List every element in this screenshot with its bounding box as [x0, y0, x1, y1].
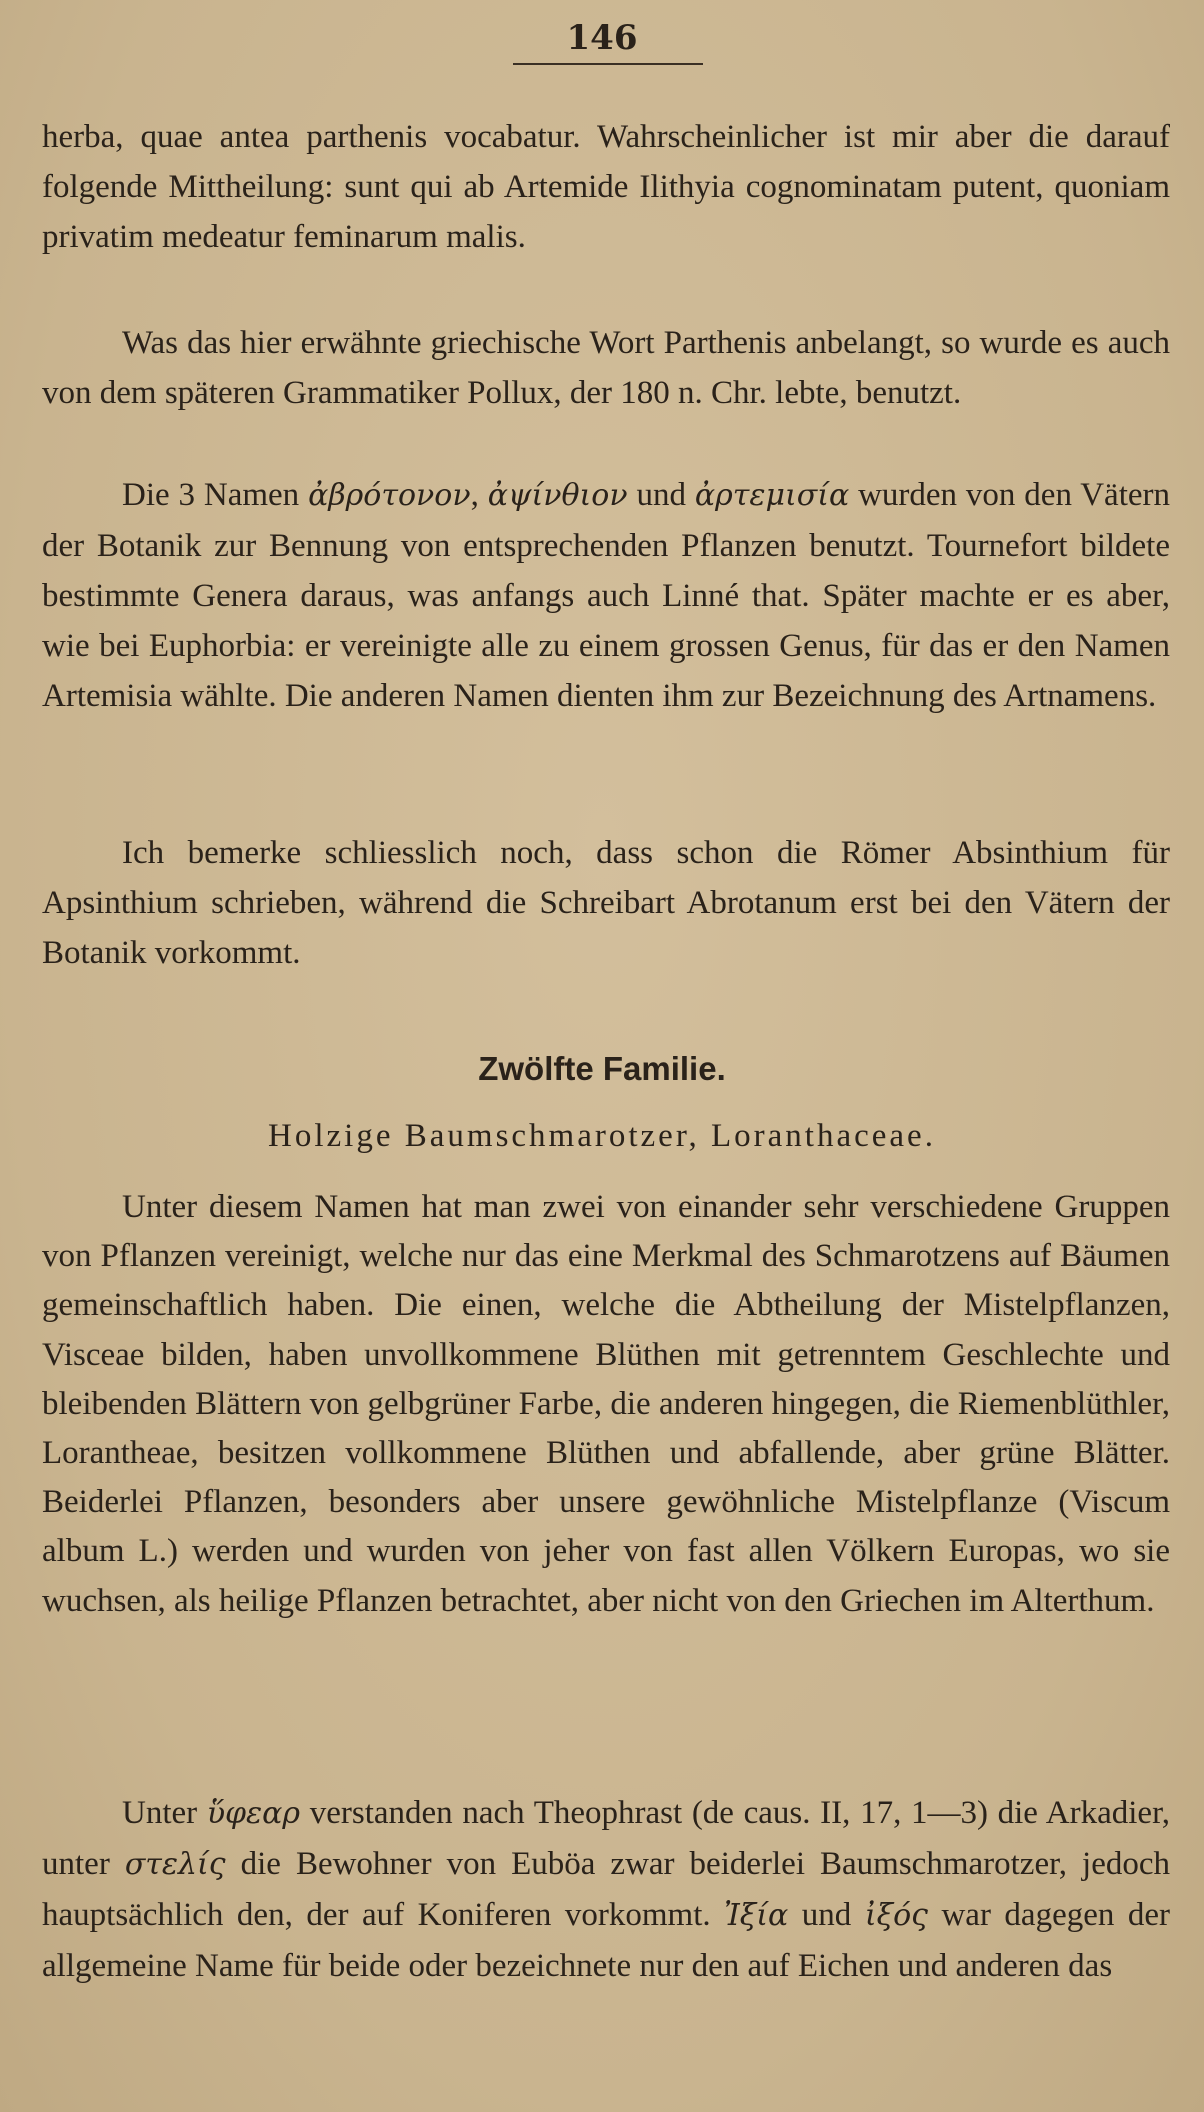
paragraph-4	[42, 828, 1170, 978]
greek-abrotonon: ἀβρότονον	[308, 478, 471, 513]
paragraph-5	[42, 1183, 1170, 1626]
greek-stelis: στελίς	[124, 1847, 226, 1882]
greek-artemisia: ἀρτεμισία	[694, 478, 850, 513]
paragraph-5-text: Unter diesem Namen hat man zwei von einander sehr verschiedene Gruppen von Pflanzen vereinigt, welche nur das eine Merkmal des Schmarotzens auf Bäumen gemeinschaftlich haben. Die einen, welche die Abtheilung der Mistelpflanzen, Visceae bilden, haben unvollkommene Blüthen mit getrenntem Geschlechte und bleibenden Blättern von gelbgrüner Farbe, die anderen hingegen, die Riemenblüthler, Lorantheae, besitzen vollkommene Blüthen und abfallende, aber grüne Blätter. Beiderlei Pflanzen, besonders aber unsere gewöhnliche Mistelpflanze (Viscum album L.) werden und wurden von jeher von fast allen Völkern Europas, wo sie wuchsen, als heilige Pflanzen betrachtet, aber nicht von den Griechen im Alterthum.	[42, 1189, 1170, 1619]
paragraph-1	[42, 112, 1170, 262]
section-subheading: Holzige Baumschmarotzer, Loranthaceae.	[268, 1118, 936, 1154]
paragraph-1-text: herba, quae antea parthenis vocabatur. Wahrscheinlicher ist mir aber die darauf folgende Mittheilung: sunt qui ab Artemide Ilithyia cognominatam putent, quoniam privatim medeatur feminarum malis.	[42, 119, 1170, 255]
p3-part-b: ,	[470, 477, 488, 513]
greek-apsinthion: ἀψίνθιον	[487, 478, 628, 513]
p6-part-d: und	[788, 1897, 865, 1933]
p3-part-a: Die 3 Namen	[122, 477, 309, 513]
greek-ixos: ἰξός	[864, 1898, 928, 1933]
paragraph-4-text: Ich bemerke schliesslich noch, dass schon die Römer Absinthium für Apsinthium schrieben, während die Schreibart Abrotanum erst bei den Vätern der Botanik vorkommt.	[42, 835, 1170, 971]
p6-part-c: die Bewohner von Euböa zwar beiderlei Baumschmarotzer, jedoch hauptsächlich den, der auf Koniferen vorkommt.	[42, 1846, 1170, 1933]
greek-ixia: Ἰξία	[724, 1898, 789, 1933]
paragraph-6	[42, 1788, 1170, 1991]
greek-hyphear: ὕφεαρ	[206, 1796, 301, 1831]
p3-part-d: wurden von den Vätern der Botanik zur Bennung von entsprechenden Pflanzen benutzt. Tournefort bildete bestimmte Genera daraus, was anfangs auch Linné that. Später machte er es aber, wie bei Euphorbia: er vereinigte alle zu einem grossen Genus, für das er den Namen Artemisia wählte. Die anderen Namen dienten ihm zur Bezeichnung des Artnamens.	[42, 477, 1171, 714]
paragraph-6-text	[42, 1788, 1170, 1991]
p6-part-a: Unter	[122, 1795, 207, 1831]
page-number: 146	[566, 18, 638, 58]
paragraph-3	[42, 470, 1170, 721]
p6-part-e: war dagegen der allgemeine Name für beide oder bezeichnete nur den auf Eichen und anderen das	[42, 1897, 1171, 1984]
p6-part-b: verstanden nach Theophrast (de caus. II, 17, 1—3) die Arkadier, unter	[42, 1795, 1171, 1882]
header-rule	[513, 63, 703, 65]
paragraph-2-text: Was das hier erwähnte griechische Wort Parthenis anbelangt, so wurde es auch von dem späteren Grammatiker Pollux, der 180 n. Chr. lebte, benutzt.	[42, 325, 1170, 411]
paragraph-2	[42, 318, 1170, 418]
paragraph-3-text	[42, 470, 1170, 721]
section-heading: Zwölfte Familie.	[478, 1050, 726, 1087]
p3-part-c: und	[627, 477, 695, 513]
